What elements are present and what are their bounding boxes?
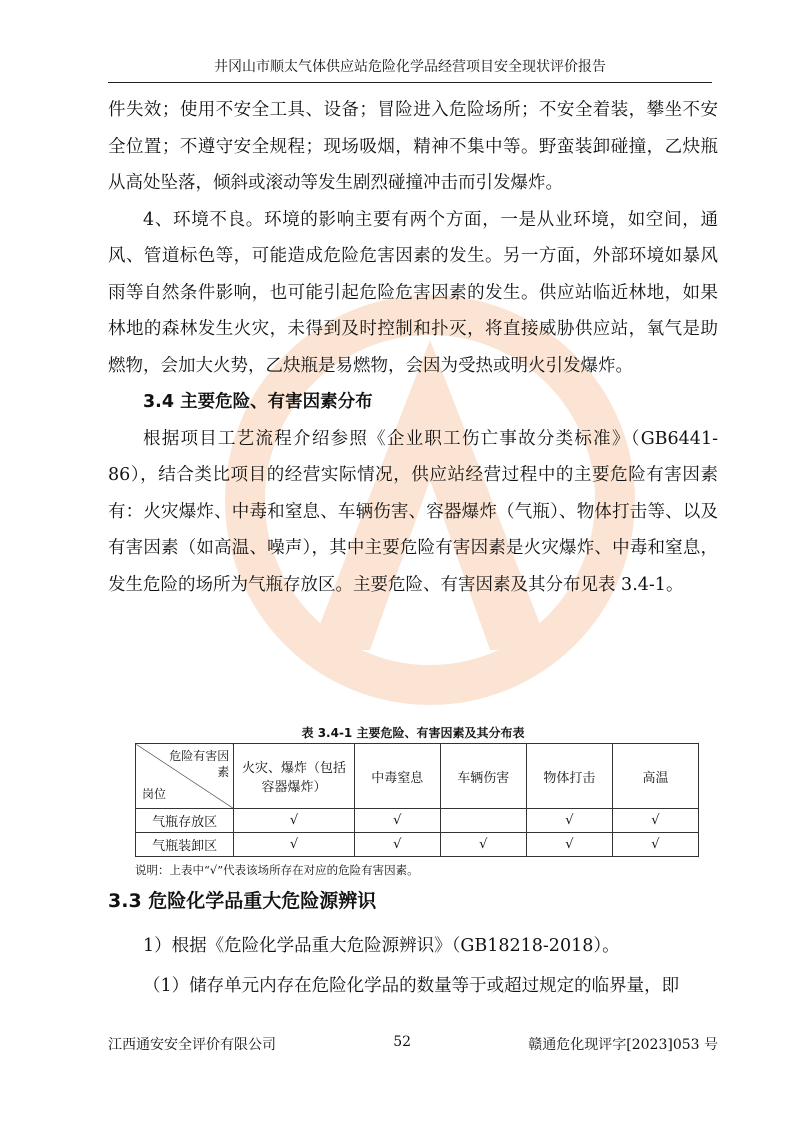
paragraph-standard-ref: 1）根据《危险化学品重大危险源辨识》（GB18218-2018）。 — [143, 936, 620, 956]
section-body — [108, 926, 718, 1006]
page-footer — [108, 1034, 718, 1054]
table-row — [136, 833, 699, 857]
table-row — [136, 809, 699, 833]
corner-top-label: 危险有害因素 — [169, 749, 230, 779]
paragraph-environment: 4、环境不良。环境的影响主要有两个方面，一是从业环境，如空间，通风、管道标色等，可能造成危险危害因素的发生。另一方面，外部环境如暴风雨等自然条件影响，也可能引起危险危害因素的发生。供应站临近林地，如果林地的森林发生火灾，未得到及时控制和扑灭，将直接威胁供应站，氧气是助燃物，会加大火势，乙炔瓶是易燃物，会因为受热或明火引发爆炸。 — [108, 209, 718, 376]
table-cell: √ — [526, 833, 612, 857]
column-header: 高温 — [612, 744, 698, 809]
table-cell: √ — [234, 833, 354, 857]
row-label: 气瓶存放区 — [136, 809, 234, 833]
column-header: 物体打击 — [526, 744, 612, 809]
hazard-distribution-table — [135, 743, 699, 857]
table-corner-cell — [136, 744, 234, 809]
table-cell — [440, 809, 526, 833]
table-note: 说明：上表中“√”代表该场所存在对应的危险有害因素。 — [135, 863, 419, 877]
table-cell: √ — [440, 833, 526, 857]
paragraph-criterion: （1）储存单元内存在危险化学品的数量等于或超过规定的临界量，即 — [143, 976, 680, 996]
table-caption: 表 3.4-1 主要危险、有害因素及其分布表 — [301, 726, 525, 740]
paragraph-continuation: 件失效；使用不安全工具、设备；冒险进入危险场所；不安全着装，攀坐不安全位置；不遵守安全规程；现场吸烟，精神不集中等。野蛮装卸碰撞，乙炔瓶从高处坠落，倾斜或滚动等发生剧烈碰撞冲击而引发爆炸。 — [108, 100, 718, 193]
table-cell: √ — [612, 833, 698, 857]
row-label: 气瓶装卸区 — [136, 833, 234, 857]
column-header: 中毒窒息 — [354, 744, 440, 809]
column-header: 火灾、爆炸（包括容器爆炸） — [234, 744, 354, 809]
column-header: 车辆伤害 — [440, 744, 526, 809]
table-cell: √ — [234, 809, 354, 833]
section-heading: 3.3 危险化学品重大危险源辨识 — [108, 890, 377, 912]
body-text — [108, 92, 718, 603]
footer-page-number: 52 — [393, 1034, 412, 1050]
corner-bottom-label: 岗位 — [142, 787, 167, 801]
table-cell: √ — [354, 833, 440, 857]
footer-doc-number: 赣通危化现评字[2023]053 号 — [528, 1037, 718, 1053]
table-cell: √ — [526, 809, 612, 833]
page-header: 井冈山市顺太气体供应站危险化学品经营项目安全现状评价报告 — [108, 56, 712, 83]
footer-company: 江西通安安全评价有限公司 — [108, 1037, 276, 1053]
table-header-row — [136, 744, 699, 809]
table-cell: √ — [612, 809, 698, 833]
subsection-heading: 3.4 主要危险、有害因素分布 — [143, 392, 373, 412]
table-cell: √ — [354, 809, 440, 833]
paragraph-hazard-summary: 根据项目工艺流程介绍参照《企业职工伤亡事故分类标准》（GB6441-86），结合类比项目的经营实际情况，供应站经营过程中的主要危险有害因素有：火灾爆炸、中毒和窒息、车辆伤害、容器爆炸（气瓶）、物体打击等、以及有害因素（如高温、噪声），其中主要危险有害因素是火灾爆炸、中毒和窒息，发生危险的场所为气瓶存放区。主要危险、有害因素及其分布见表 3.4-1。 — [108, 428, 718, 595]
